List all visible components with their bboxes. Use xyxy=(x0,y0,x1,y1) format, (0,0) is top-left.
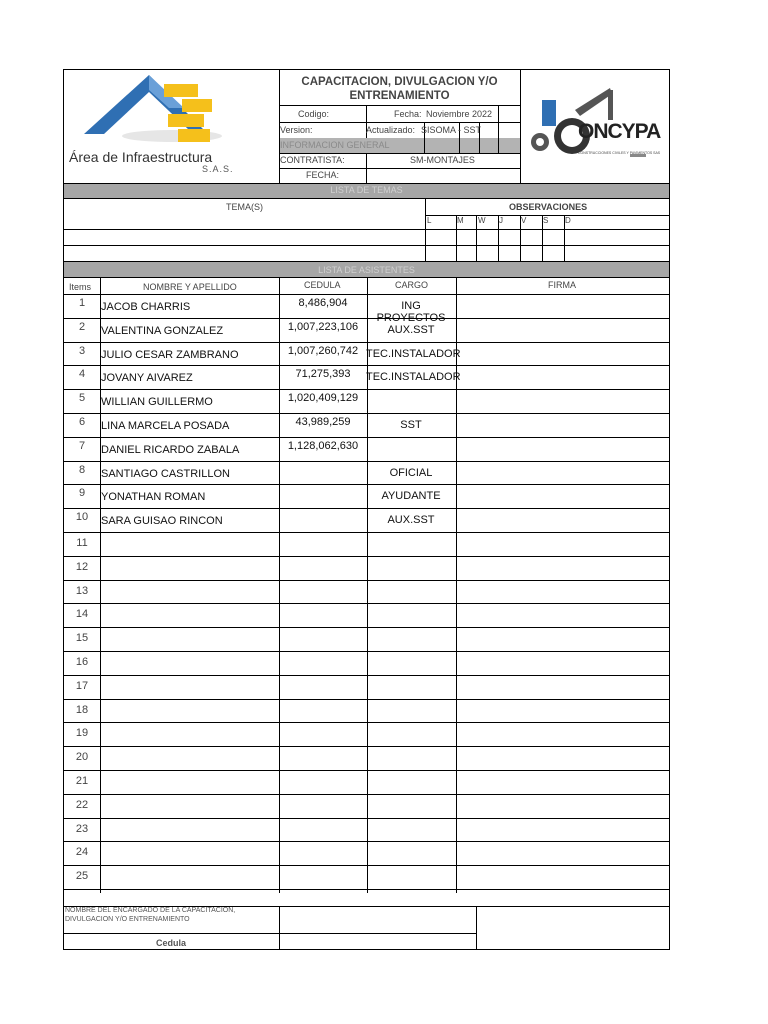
codigo-label: Codigo: xyxy=(298,109,330,119)
info-general-label: INFORMACION GENERAL xyxy=(280,140,390,150)
row-nombre: DANIEL RICARDO ZABALA xyxy=(101,443,240,456)
table-row xyxy=(64,318,669,342)
row-firma-cell[interactable] xyxy=(457,794,669,818)
table-row xyxy=(64,437,669,461)
row-firma-cell[interactable] xyxy=(457,722,669,746)
row-cargo: OFICIAL xyxy=(389,466,433,479)
row-firma-cell[interactable] xyxy=(457,627,669,651)
fecha-label: FECHA: xyxy=(306,170,340,180)
table-row xyxy=(64,818,669,842)
row-firma-cell[interactable] xyxy=(457,365,669,389)
table-row xyxy=(64,627,669,651)
row-cargo: SST xyxy=(400,419,422,431)
row-firma-cell[interactable] xyxy=(457,746,669,770)
tema-header: TEMA(S) xyxy=(226,202,263,212)
row-item-number: 2 xyxy=(78,320,86,333)
table-row xyxy=(64,556,669,580)
row-firma-cell[interactable] xyxy=(457,508,669,532)
day-l: L xyxy=(427,216,432,225)
row-firma-cell[interactable] xyxy=(457,699,669,723)
row-firma-cell[interactable] xyxy=(457,437,669,461)
row-item-number: 17 xyxy=(75,679,89,692)
encargado-label-line1: NOMBRE DEL ENCARGADO DE LA CAPACITACION, xyxy=(65,907,236,914)
table-row xyxy=(64,794,669,818)
row-firma-cell[interactable] xyxy=(457,651,669,675)
row-item-number: 24 xyxy=(75,846,89,859)
lista-asistentes-band: LISTA DE ASISTENTES xyxy=(64,262,669,277)
row-firma-cell[interactable] xyxy=(457,580,669,604)
day-d: D xyxy=(565,216,571,225)
row-item-number: 20 xyxy=(75,751,89,764)
row-item-number: 22 xyxy=(75,798,89,811)
row-cedula: 1,020,409,129 xyxy=(287,392,359,405)
row-cargo: TEC.INSTALADOR xyxy=(366,347,461,360)
row-nombre: JULIO CESAR ZAMBRANO xyxy=(101,348,239,361)
row-item-number: 19 xyxy=(75,727,89,740)
row-firma-cell[interactable] xyxy=(457,413,669,437)
row-item-number: 1 xyxy=(78,297,86,309)
table-row xyxy=(64,746,669,770)
row-firma-cell[interactable] xyxy=(457,318,669,342)
lista-temas-band: LISTA DE TEMAS xyxy=(64,184,669,198)
concypa-logo xyxy=(520,70,670,183)
table-row xyxy=(64,461,669,485)
contratista-label: CONTRATISTA: xyxy=(280,155,345,165)
form-title-line1: CAPACITACION, DIVULGACION Y/O xyxy=(301,76,498,88)
row-cedula: 1,007,223,106 xyxy=(287,320,359,333)
row-cedula: 71,275,393 xyxy=(295,368,351,381)
row-item-number: 23 xyxy=(75,822,89,835)
company-name: Área de Infraestructura xyxy=(69,149,213,165)
row-firma-cell[interactable] xyxy=(457,461,669,485)
row-cedula: 1,128,062,630 xyxy=(287,439,359,452)
row-item-number: 13 xyxy=(75,584,89,597)
roof-bricks-logo-icon xyxy=(64,70,279,183)
day-v: V xyxy=(521,216,527,225)
row-firma-cell[interactable] xyxy=(457,532,669,556)
row-firma-cell[interactable] xyxy=(457,556,669,580)
row-item-number: 4 xyxy=(78,368,86,381)
day-j: J xyxy=(499,216,503,225)
form-title-line2: ENTRENAMIENTO xyxy=(349,90,450,102)
col-items-header: Items xyxy=(69,282,92,292)
row-item-number: 21 xyxy=(75,775,89,787)
row-firma-cell[interactable] xyxy=(457,389,669,413)
row-firma-cell[interactable] xyxy=(457,770,669,794)
table-row xyxy=(64,699,669,723)
table-row xyxy=(64,675,669,699)
row-firma-cell[interactable] xyxy=(457,865,669,889)
row-item-number: 7 xyxy=(78,439,86,452)
area-infraestructura-logo xyxy=(64,70,279,183)
row-nombre: YONATHAN ROMAN xyxy=(101,491,206,504)
table-row xyxy=(64,342,669,366)
encargado-label-line2: DIVULGACION Y/O ENTRENAMIENTO xyxy=(65,916,190,923)
row-item-number: 11 xyxy=(76,537,88,549)
row-firma-cell[interactable] xyxy=(457,675,669,699)
row-firma-cell[interactable] xyxy=(457,818,669,842)
actualizado-value: SISOMA - SST xyxy=(421,125,482,135)
row-firma-cell[interactable] xyxy=(457,603,669,627)
col-cedula-header: CEDULA xyxy=(304,280,341,290)
concypa-wordmark: ONCYPA xyxy=(578,120,661,143)
row-item-number: 9 xyxy=(78,487,86,500)
col-cargo-header: CARGO xyxy=(395,280,429,290)
table-row xyxy=(64,722,669,746)
row-item-number: 16 xyxy=(75,656,89,668)
row-cedula: 1,007,260,742 xyxy=(287,344,359,357)
table-row xyxy=(64,365,669,389)
table-row xyxy=(64,651,669,675)
col-firma-header: FIRMA xyxy=(548,280,576,290)
table-row xyxy=(64,508,669,532)
row-cargo: AUX.SST xyxy=(387,514,435,527)
row-item-number: 25 xyxy=(75,870,89,883)
row-item-number: 5 xyxy=(78,392,86,405)
actualizado-label: Actualizado: xyxy=(366,125,416,135)
row-item-number: 10 xyxy=(75,511,89,524)
day-m: M xyxy=(457,216,464,225)
row-item-number: 6 xyxy=(78,416,86,428)
row-nombre: WILLIAN GUILLERMO xyxy=(101,396,213,409)
row-firma-cell[interactable] xyxy=(457,484,669,508)
row-cedula: 43,989,259 xyxy=(295,416,351,428)
table-row xyxy=(64,865,669,889)
version-label: Version: xyxy=(280,125,313,135)
table-row xyxy=(64,294,669,324)
col-nombre-header: NOMBRE Y APELLIDO xyxy=(143,282,237,292)
row-nombre: JACOB CHARRIS xyxy=(101,301,191,313)
table-row xyxy=(64,770,669,794)
row-cargo: AUX.SST xyxy=(387,323,435,336)
contratista-value: SM-MONTAJES xyxy=(410,155,475,165)
concypa-subtitle: CONSTRUCCIONES CIVILES Y PAVIMENTOS SAS xyxy=(578,151,661,155)
row-nombre: SARA GUISAO RINCON xyxy=(101,515,223,528)
table-row xyxy=(64,389,669,413)
row-item-number: 14 xyxy=(75,608,89,621)
row-nombre: JOVANY AIVAREZ xyxy=(101,372,193,385)
fecha-doc-label: Fecha: xyxy=(394,109,422,119)
row-nombre: LINA MARCELA POSADA xyxy=(101,420,230,432)
row-cargo: AYUDANTE xyxy=(381,490,441,503)
row-firma-cell[interactable] xyxy=(457,841,669,865)
day-w: W xyxy=(478,216,486,225)
row-nombre: SANTIAGO CASTRILLON xyxy=(101,467,230,480)
table-row xyxy=(64,841,669,865)
table-row xyxy=(64,532,669,556)
table-row xyxy=(64,580,669,604)
row-item-number: 3 xyxy=(78,344,86,357)
table-row xyxy=(64,603,669,627)
row-firma-cell[interactable] xyxy=(457,342,669,366)
row-item-number: 15 xyxy=(75,632,89,645)
row-cedula: 8,486,904 xyxy=(298,297,348,309)
table-row xyxy=(64,484,669,508)
attendance-form xyxy=(63,69,670,950)
row-cargo: TEC.INSTALADOR xyxy=(366,371,461,384)
fecha-doc-value: Noviembre 2022 xyxy=(426,109,493,119)
row-item-number: 8 xyxy=(78,463,86,476)
company-suffix: S.A.S. xyxy=(202,164,234,174)
footer-cedula-label: Cedula xyxy=(156,938,187,948)
table-row xyxy=(64,413,669,437)
day-s: S xyxy=(543,216,549,225)
row-nombre: VALENTINA GONZALEZ xyxy=(101,324,224,337)
row-item-number: 12 xyxy=(75,560,89,573)
row-cargo: ING PROYECTOS xyxy=(376,300,446,324)
row-item-number: 18 xyxy=(75,703,89,716)
row-firma-cell[interactable] xyxy=(457,294,669,318)
observaciones-header: OBSERVACIONES xyxy=(509,202,588,212)
